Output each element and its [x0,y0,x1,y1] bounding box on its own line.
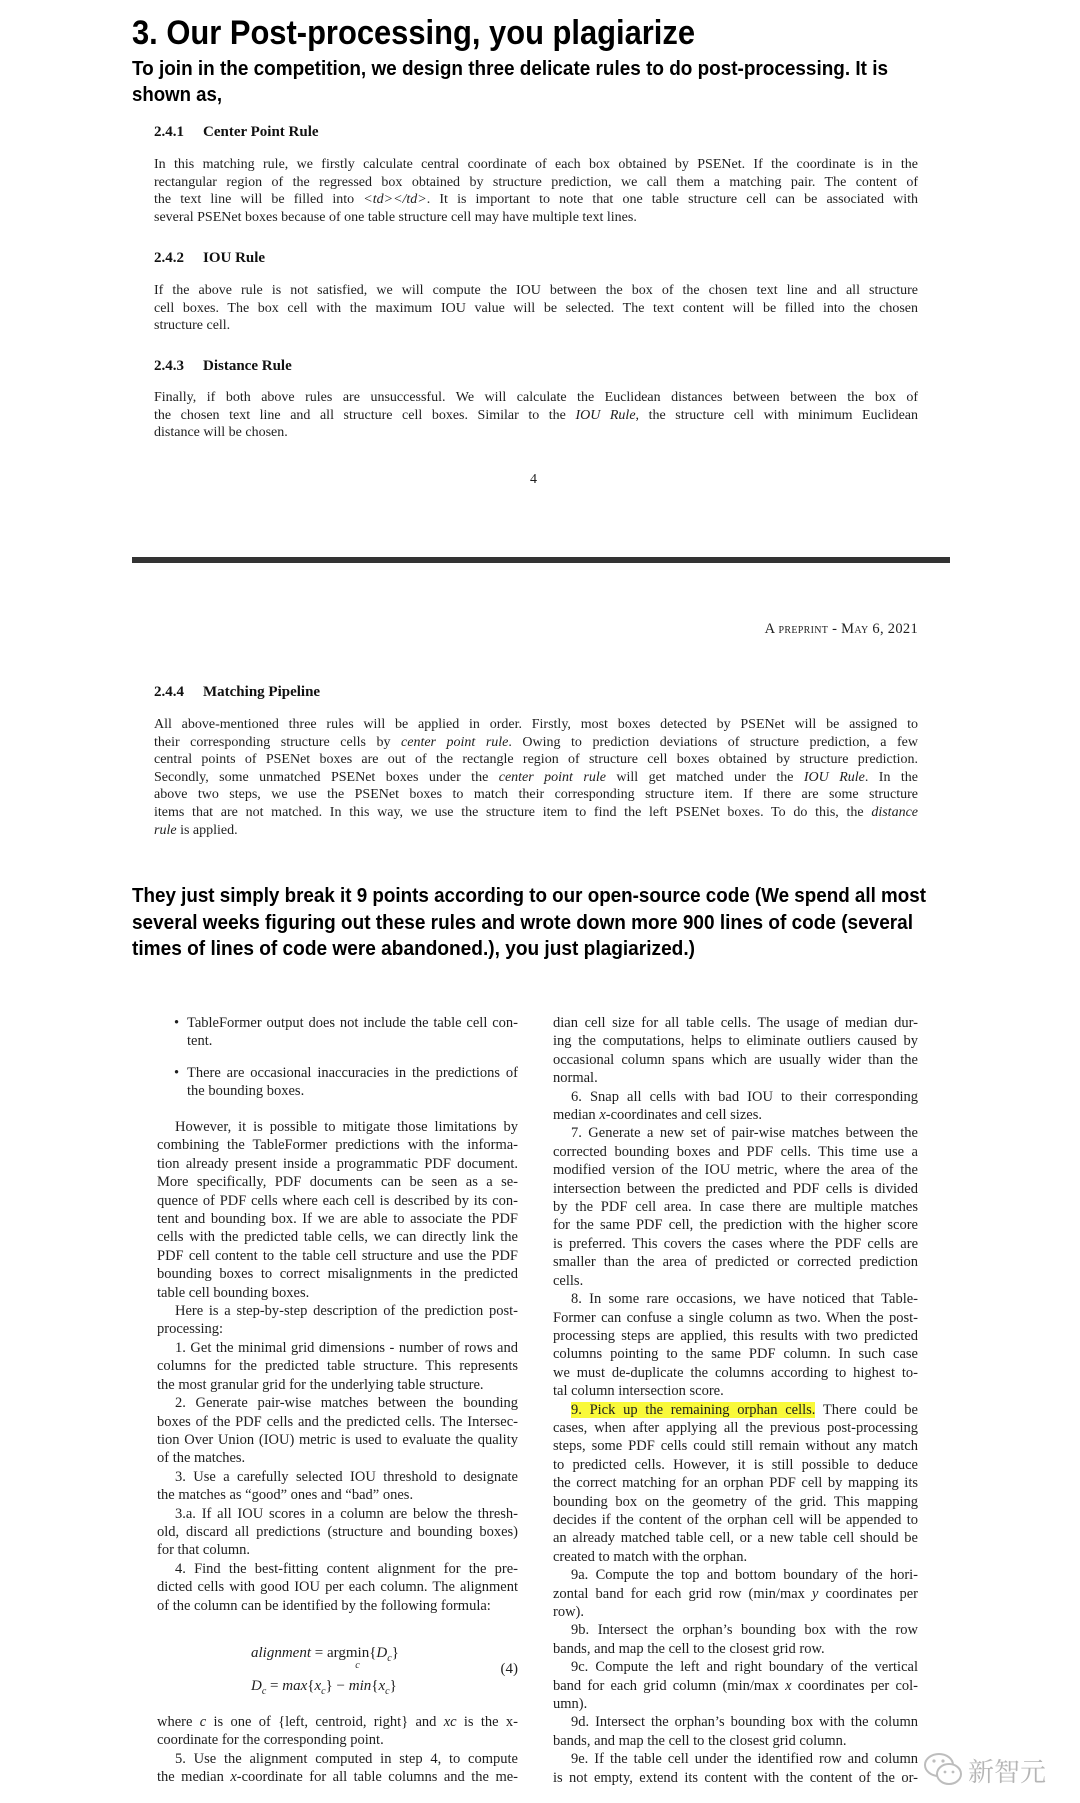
text-span: the median [157,1769,231,1786]
bullet-icon: • [174,1065,180,1081]
text-line: table cell bounding boxes. [157,1284,310,1301]
text-line: 9d. Intersect the orphan’s bounding box with the column [571,1714,918,1731]
text-line: processing: [157,1321,224,1338]
equation-line [251,1645,399,1671]
text-line: 5. Use the alignment computed in step 4, to compute [175,1750,518,1767]
equation-number: (4) [500,1661,518,1677]
text-line [571,1401,918,1419]
text-line: corrected bounding boxes and PDF cells. This time use a [553,1143,918,1160]
text-line: However, it is possible to mitigate those limitations by [175,1119,518,1135]
text-span: where [157,1714,200,1730]
watermark-text: 新智元 [968,1758,1047,1788]
eq-symbol: max [282,1678,308,1694]
text-line: distance will be chosen. [154,425,288,441]
text-span: is applied. [176,822,238,838]
text-line: dian cell size for all table cells. The usage of median dur- [553,1015,918,1031]
text-line: normal. [553,1070,598,1087]
italic-text: x [230,1769,237,1786]
eq-symbol: − [336,1678,346,1694]
eq-symbol: = [270,1678,279,1694]
text-line: old, discard all predictions (structure and bounding boxes) [157,1523,518,1540]
italic-text: IOU Rule [575,407,636,423]
text-span: median [553,1107,600,1124]
text-line [154,804,918,822]
text-line: the most granular grid for the underlying table structure. [157,1376,484,1393]
italic-text: x [599,1107,606,1124]
eq-symbol: { [371,1678,379,1694]
text-line: 4. Find the best-fitting content alignment for the pre- [175,1560,518,1577]
text-line: There are occasional inaccuracies in the predictions of [187,1065,518,1081]
eq-symbol: = [314,1645,324,1661]
text-line: the bounding boxes. [187,1083,305,1100]
text-span: the chosen text line and all structure cell boxes. Similar to the [154,407,576,423]
text-span: Secondly, some unmatched PSENet boxes under the [154,769,499,785]
eq-symbol: arg [326,1645,346,1661]
text-line: an already matched table cell, or a new table cell should be [553,1530,918,1547]
text-line: by the PDF cell area. In case there are multiple matches [553,1199,918,1216]
text-line: bands, and map the cell to the closest grid row. [553,1640,825,1657]
eq-symbol: min [345,1645,370,1661]
text-line: 3.a. If all IOU scores in a column are below the thresh- [175,1505,518,1522]
text-span: coordinates per col- [791,1677,918,1694]
eq-symbol: { [369,1645,377,1661]
section-number: 2.4.2 [154,250,184,266]
section-title: Distance Rule [203,358,292,374]
eq-symbol: D [251,1678,262,1694]
equation-4 [157,1645,518,1695]
text-line: central points of PSENet boxes are out of the rectangle region of structure cell boxes obtained by structure prediction. [154,752,918,768]
text-line: above two steps, we use the PSENet boxes to match their corresponding structure item. If there are some structure [154,787,918,803]
text-span: -coordinate for all table columns and the me- [236,1769,518,1786]
text-line: Finally, if both above rules are unsuccessful. We will calculate the Euclidean distances between between the box of [154,390,918,405]
eq-subscript: c [261,1686,267,1697]
text-span: will get matched under the [605,769,804,785]
section-body-2-4-1 [154,156,918,226]
text-line: Here is a step-by-step description of the prediction post- [175,1303,518,1320]
text-line: row). [553,1604,585,1620]
page-number: 4 [530,472,537,487]
section-body-2-4-2 [154,282,918,335]
text-span: . In the [864,769,919,785]
wechat-icon [922,1750,966,1790]
text-line: All above-mentioned three rules will be applied in order. Firstly, most boxes detected by PSENet will be assigned to [154,717,918,732]
text-span: coordinates per [818,1585,918,1602]
text-line: More specifically, PDF documents can be seen as a se- [157,1174,518,1191]
subtitle-line: To join in the competition, we design three delicate rules to do post-processing. It is [132,58,888,80]
text-line: tent and bounding box. If we are able to associate the PDF [157,1211,518,1228]
text-span: . It is important to note that one table structure cell can be associated with [426,192,918,208]
text-span: , the structure cell with minimum Euclidean [635,407,918,423]
text-line: quence of PDF cells where each cell is described by its con- [157,1192,518,1209]
text-line: several PSENet boxes because of one table structure cell may have multiple text lines. [154,209,637,225]
text-line: TableFormer output does not include the table cell con- [187,1015,518,1031]
right-column-text [553,1014,918,1787]
eq-subscript: c [355,1660,360,1671]
text-line: we must de-duplicate the columns according to highest to- [553,1364,918,1381]
text-line: decides if the content of the orphan cell will be appended to [553,1511,918,1528]
text-line [154,407,918,425]
eq-symbol: D [376,1645,388,1661]
text-line [553,1677,918,1695]
text-line: If the above rule is not satisfied, we will compute the IOU between the box of the chosen text line and all structure [154,283,918,298]
text-line: 9a. Compute the top and bottom boundary of the hori- [571,1567,918,1584]
text-line: ing the computations, helps to eliminate outliers caused by [553,1033,918,1050]
italic-text: <td></td> [363,192,427,208]
section-number: 2.4.3 [154,358,184,374]
eq-subscript: c [387,1653,392,1664]
italic-text: x [443,1714,451,1730]
text-line: 9e. If the table cell under the identified row and column [571,1751,918,1768]
text-line: columns for the predicted table structure. This represents [157,1358,518,1375]
text-line: dicted cells with good IOU per each column. The alignment [157,1579,518,1596]
text-line: of the matches. [157,1450,246,1467]
highlighted-text: 9. Pick up the remaining orphan cells. [571,1401,816,1418]
text-line: combining the TableFormer predictions with the informa- [157,1137,518,1154]
text-line [157,1713,518,1731]
text-span: There could be [815,1401,918,1418]
text-span: the text line will be filled into [154,192,364,208]
eq-symbol: } [391,1645,399,1661]
eq-symbol: } [325,1678,333,1694]
bullet-item [174,1064,518,1101]
section-number: 2.4.1 [154,124,184,140]
text-line: the matches as “good” ones and “bad” ones. [157,1487,414,1504]
italic-text: x [785,1677,792,1694]
italic-text: center point rule [401,734,509,750]
italic-text: distance [871,804,918,820]
text-line: cases, when after applying all the previous post-processing [553,1419,918,1436]
text-line: for the same PDF cell, the prediction with the higher score [553,1217,918,1234]
left-column-text [157,1118,518,1615]
text-line: bounding boxes to correct misalignments in the predicted [157,1266,518,1283]
commentary-line: They just simply break it 9 points according to our open-source code (We spend all most [132,885,926,907]
section-body-2-4-4 [154,716,918,839]
text-line [154,734,918,752]
text-span: their corresponding structure cells by [154,734,402,750]
eq-symbol: x [314,1678,322,1694]
text-line: bands, and map the cell to the closest grid column. [553,1732,847,1749]
text-span: zontal band for each grid row (min/max [553,1585,813,1602]
text-line: 9c. Compute the left and right boundary of the vertical [571,1659,918,1676]
text-line: cells with the predicted table cells, we can directly link the [157,1229,518,1246]
eq-symbol: { [307,1678,315,1694]
text-line: tent. [187,1033,213,1050]
text-span: is the x- [456,1714,519,1730]
text-line [154,822,918,840]
italic-text: center point rule [498,769,606,785]
commentary [132,883,976,963]
text-line: occasional column spans which are usually wider than the [553,1051,918,1068]
italic-text: c [199,1714,207,1730]
text-line: 6. Snap all cells with bad IOU to their corresponding [571,1088,918,1105]
text-line: bounding box on the geometry of the grid. This mapping [553,1493,918,1510]
running-header: A preprint - May 6, 2021 [764,621,918,637]
text-line: cell boxes. The box cell with the maximum IOU value will be selected. The text content will be filled into the chosen [154,300,918,316]
watermark [922,1748,1062,1792]
left-column-text-after-equation [157,1713,518,1787]
page-separator [132,557,950,563]
text-span: items that are not matched. In this way, we use the structure item to find the left PSENet boxes. To do this, the [154,804,872,820]
page-title: 3. Our Post-processing, you plagiarize [132,14,695,52]
text-line [157,1768,518,1786]
section-title: Matching Pipeline [203,684,321,700]
commentary-line: several weeks figuring out these rules and wrote down more 900 lines of code (several [132,911,913,934]
eq-symbol: } [389,1678,397,1694]
text-line: is preferred. This covers the cases where the PDF cells are [553,1235,918,1252]
text-line: 9b. Intersect the orphan’s bounding box with the row [571,1622,918,1639]
text-line: modified version of the IOU metric, where the area of the [553,1162,918,1179]
text-line: 2. Generate pair-wise matches between the bounding [175,1395,518,1412]
text-line: rectangular region of the regressed box obtained by structure prediction, we call them a matching pair. The content of [154,174,918,190]
text-line: the correct matching for an orphan PDF cell by mapping its [553,1475,918,1492]
text-line: is not empty, extend its content with the content of the or- [553,1769,918,1786]
text-line: processing steps are applied, this results with two predicted [553,1327,918,1344]
text-line: coordinate for the corresponding point. [157,1732,384,1749]
text-line [154,191,918,209]
text-line: 8. In some rare occasions, we have noticed that Table- [571,1291,918,1308]
italic-text: c [450,1714,457,1730]
text-line: Former can confuse a single column as two. When the post- [553,1309,918,1326]
subtitle [132,56,931,108]
text-span: -coordinates and cell sizes. [605,1107,762,1124]
eq-symbol: min [348,1678,372,1694]
italic-text: rule [154,822,177,838]
text-line: for that column. [157,1542,251,1559]
italic-text: y [812,1585,819,1602]
eq-subscript: c [385,1686,390,1697]
text-line: columns pointing to the same PDF column. In such case [553,1346,918,1363]
text-line [553,1106,918,1124]
text-line [553,1585,918,1603]
text-line: steps, some PDF cells could still remain without any match [553,1438,918,1455]
text-line: to predicted cells. However, it is still possible to deduce [553,1456,918,1473]
text-span: . Owing to prediction deviations of structure prediction, a few [508,734,918,750]
text-line: umn). [553,1696,588,1713]
equation-line [251,1678,397,1697]
italic-text: IOU Rule [803,769,865,785]
text-line: tion already present inside a programmatic PDF document. [157,1155,518,1172]
text-span: band for each grid column (min/max [553,1677,786,1694]
text-line: PDF cell content to the table cell structure and use the PDF [157,1247,518,1264]
text-line: intersection between the predicted and PDF cells is divided [553,1180,918,1197]
section-body-2-4-3 [154,389,918,442]
text-line: tal column intersection score. [553,1383,724,1400]
eq-symbol: alignment [251,1645,311,1661]
eq-symbol: x [378,1678,386,1694]
text-line: In this matching rule, we firstly calculate central coordinate of each box obtained by PSENet. If the coordinate is in the [154,157,918,172]
eq-subscript: c [321,1686,326,1697]
bullet-item [174,1014,518,1051]
text-line: 3. Use a carefully selected IOU threshold to designate [175,1468,518,1485]
text-line: cells. [553,1272,584,1289]
text-line [154,769,918,787]
commentary-line: times of lines of code were abandoned.), you just plagiarized.) [132,938,695,960]
section-title: Center Point Rule [203,124,319,140]
text-span: is one of {left, centroid, right} and [206,1714,444,1730]
section-title: IOU Rule [203,250,266,266]
text-line: smaller than the area of predicted or corrected prediction [553,1254,918,1271]
text-line: boxes of the PDF cells and the predicted cells. The Intersec- [157,1413,518,1430]
text-line: of the column can be identified by the following formula: [157,1597,491,1614]
text-line: created to match with the orphan. [553,1548,748,1565]
text-line: 7. Generate a new set of pair-wise matches between the [571,1125,918,1142]
subtitle-line: shown as, [132,84,222,106]
section-number: 2.4.4 [154,684,184,700]
bullet-icon: • [174,1015,180,1031]
text-line: structure cell. [154,318,231,334]
text-line: 1. Get the minimal grid dimensions - number of rows and [175,1339,518,1356]
text-line: tion Over Union (IOU) metric is used to evaluate the quality [157,1431,518,1448]
